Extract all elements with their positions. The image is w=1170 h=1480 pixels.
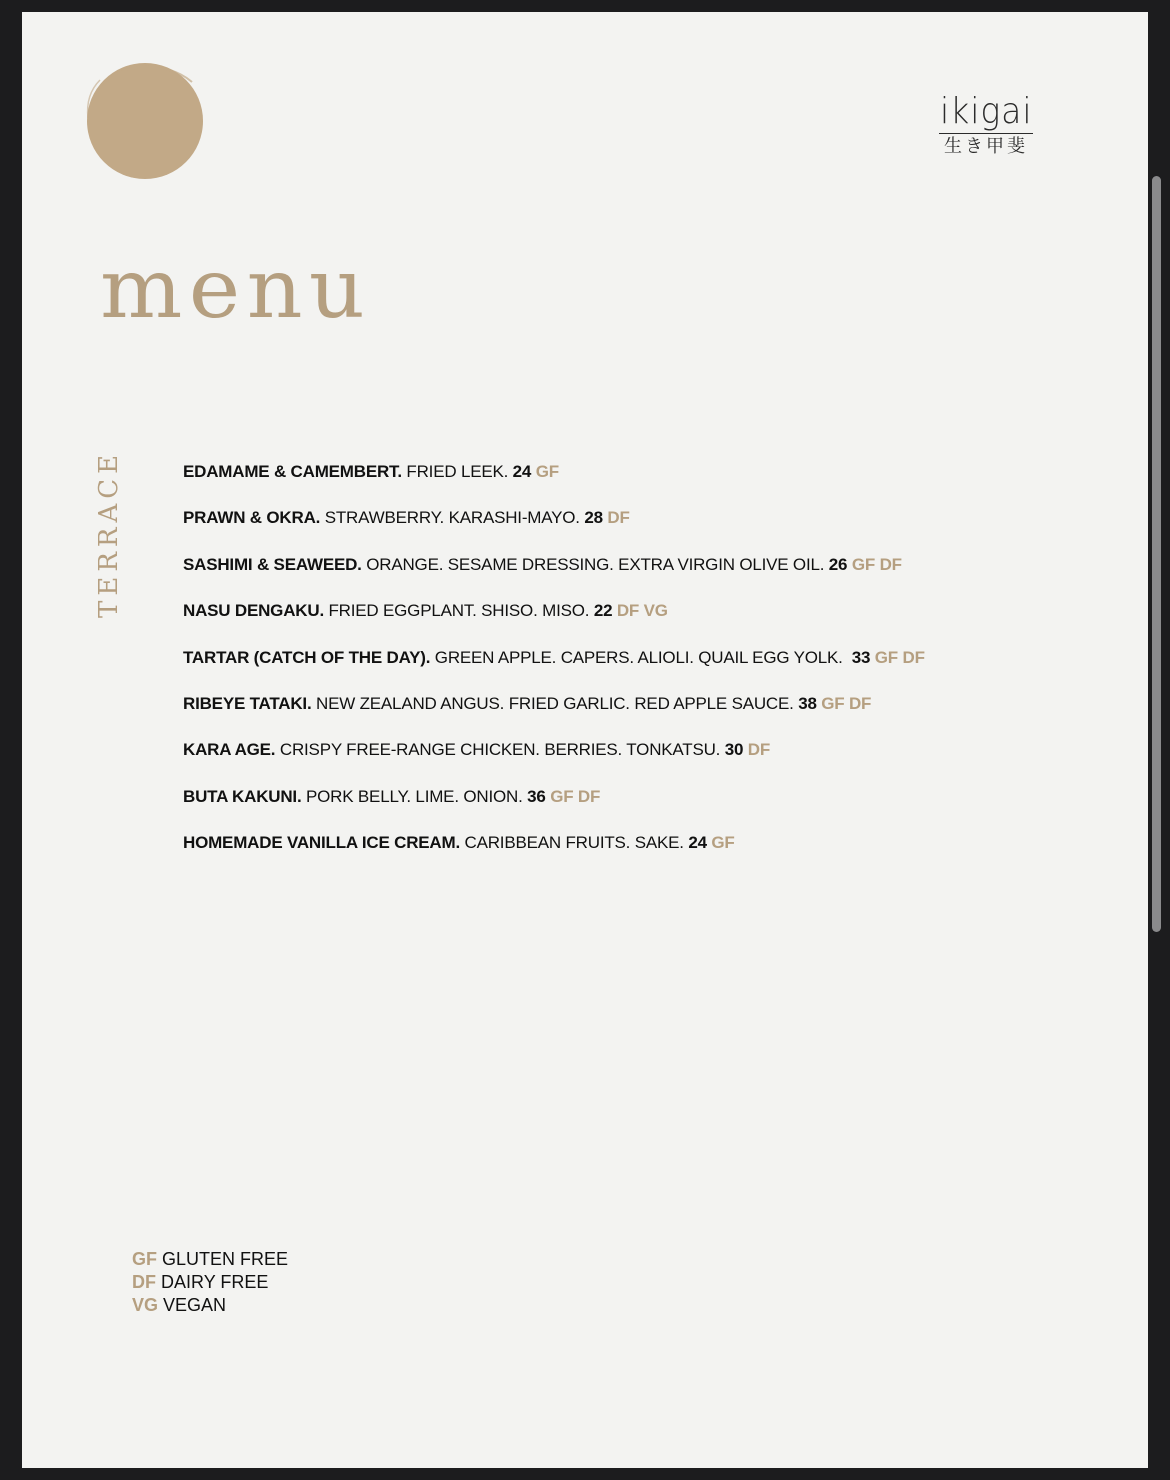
menu-item — [183, 458, 1083, 504]
item-name: EDAMAME & CAMEMBERT. — [183, 462, 402, 481]
page-title: menu — [100, 242, 372, 337]
item-description: FRIED EGGPLANT. SHISO. MISO. — [328, 601, 590, 621]
legend-label: DAIRY FREE — [161, 1272, 269, 1292]
section-label-terrace: TERRACE — [94, 449, 124, 618]
legend-code: VG — [132, 1295, 159, 1315]
menu-item — [183, 783, 1083, 829]
item-description: NEW ZEALAND ANGUS. FRIED GARLIC. RED APPLE SAUCE. — [316, 693, 794, 713]
item-price: 33 — [851, 647, 871, 667]
item-dietary-tags: GF DF — [851, 554, 902, 574]
menu-item — [183, 551, 1083, 597]
item-description: FRIED LEEK. — [406, 462, 509, 481]
item-price: 36 — [527, 786, 546, 806]
menu-item — [183, 644, 1083, 690]
item-dietary-tags: DF — [747, 740, 771, 760]
menu-item — [183, 690, 1083, 736]
item-name: NASU DENGAKU. — [183, 601, 324, 621]
menu-item — [183, 736, 1083, 782]
item-dietary-tags: DF — [607, 508, 630, 528]
item-name: BUTA KAKUNI. — [183, 786, 302, 806]
legend-row — [132, 1271, 288, 1294]
item-price: 22 — [593, 601, 613, 621]
menu-item-list — [183, 458, 1083, 876]
item-price: 26 — [828, 554, 848, 574]
legend-label: GLUTEN FREE — [162, 1249, 289, 1269]
legend-row — [132, 1248, 288, 1271]
item-description: GREEN APPLE. CAPERS. ALIOLI. QUAIL EGG YOLK. — [434, 647, 843, 667]
item-dietary-tags: DF VG — [616, 601, 668, 621]
menu-item — [183, 504, 1083, 550]
logo-divider — [939, 133, 1033, 134]
item-description: CRISPY FREE-RANGE CHICKEN. BERRIES. TONKATSU. — [279, 740, 721, 760]
item-dietary-tags: GF — [535, 462, 559, 481]
item-name: TARTAR (CATCH OF THE DAY). — [183, 647, 431, 667]
item-description: PORK BELLY. LIME. ONION. — [306, 786, 523, 806]
item-dietary-tags: GF DF — [550, 786, 601, 806]
ikigai-logo — [936, 92, 1036, 158]
item-price: 28 — [584, 508, 603, 528]
item-dietary-tags: GF DF — [874, 647, 925, 667]
dietary-legend — [132, 1248, 288, 1317]
item-price: 24 — [688, 833, 707, 853]
item-price: 30 — [724, 740, 744, 760]
legend-row — [132, 1294, 288, 1317]
item-name: SASHIMI & SEAWEED. — [183, 554, 362, 574]
item-dietary-tags: GF — [711, 833, 735, 853]
scrollbar-thumb[interactable] — [1152, 176, 1161, 932]
item-name: HOMEMADE VANILLA ICE CREAM. — [183, 833, 460, 853]
brush-circle-icon — [84, 60, 206, 182]
item-name: RIBEYE TATAKI. — [183, 693, 312, 713]
item-dietary-tags: GF DF — [821, 693, 872, 713]
item-description: ORANGE. SESAME DRESSING. EXTRA VIRGIN OLIVE OIL. — [366, 554, 825, 574]
item-price: 38 — [798, 693, 817, 713]
logo-wordmark: ikigai — [940, 91, 1033, 132]
menu-item — [183, 829, 1083, 875]
legend-code: DF — [132, 1272, 156, 1292]
logo-kanji: 生き甲斐 — [944, 136, 1028, 157]
item-description: CARIBBEAN FRUITS. SAKE. — [464, 833, 684, 853]
legend-label: VEGAN — [163, 1295, 227, 1315]
menu-item — [183, 597, 1083, 643]
item-description: STRAWBERRY. KARASHI-MAYO. — [324, 508, 580, 528]
item-name: PRAWN & OKRA. — [183, 508, 321, 528]
item-name: KARA AGE. — [183, 740, 276, 760]
item-price: 24 — [512, 462, 532, 481]
legend-code: GF — [132, 1249, 157, 1269]
